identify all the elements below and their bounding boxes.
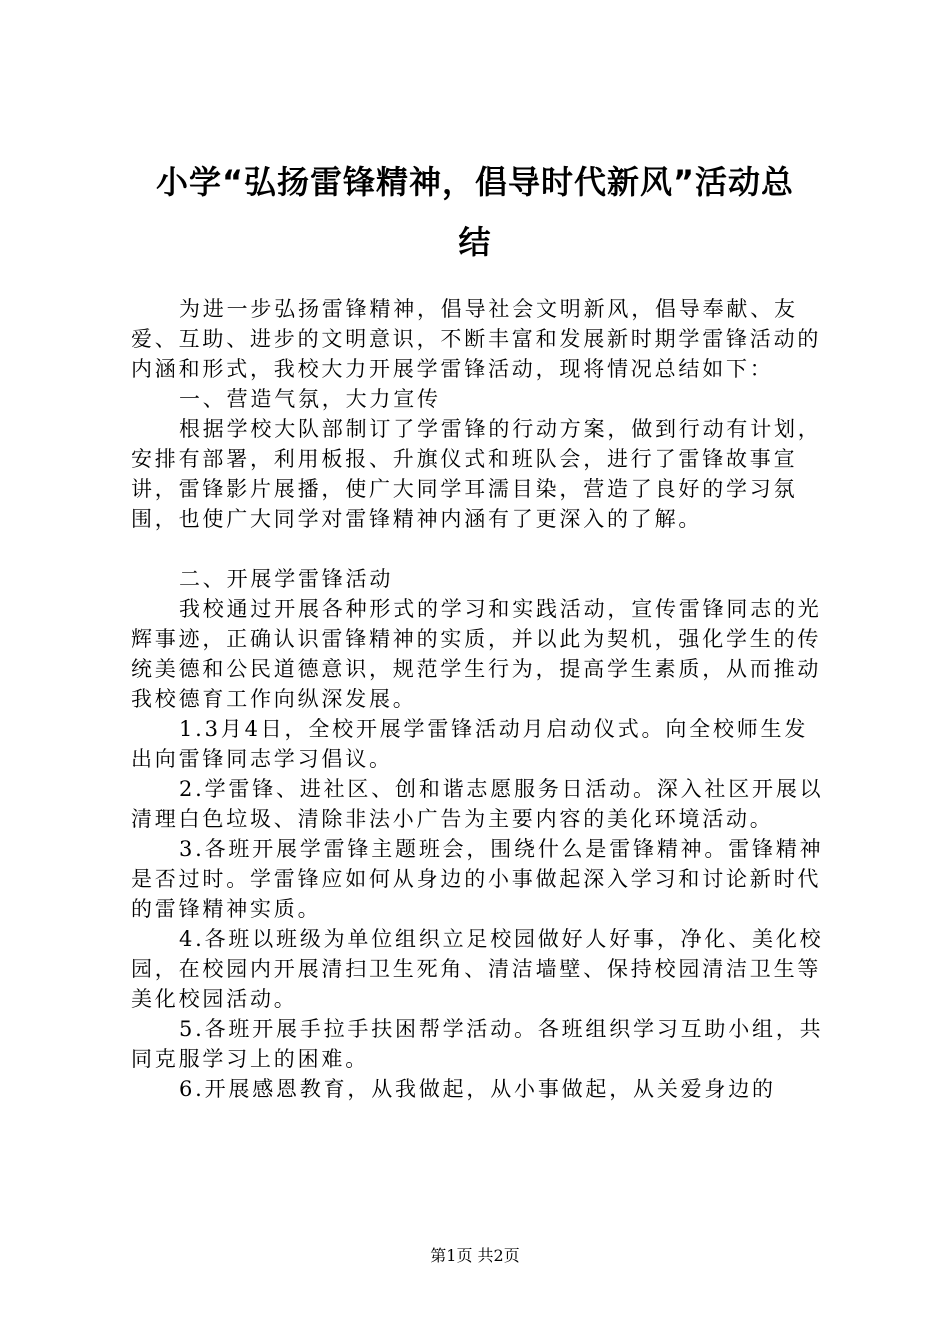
document-title-line-2: 结 [458, 223, 492, 261]
page-number-footer: 第1页 共2页 [430, 1246, 520, 1265]
list-item-3: 3.各班开展学雷锋主题班会，围绕什么是雷锋精神。雷锋精神是否过时。学雷锋应如何从身边的小事做起深入学习和讨论新时代的雷锋精神实质。 [131, 837, 824, 921]
intro-paragraph: 为进一步弘扬雷锋精神，倡导社会文明新风，倡导奉献、友爱、互助、进步的文明意识，不断丰富和发展新时期学雷锋活动的内涵和形式，我校大力开展学雷锋活动，现将情况总结如下： [131, 297, 822, 381]
document-body [131, 294, 831, 1104]
list-item-2: 2.学雷锋、进社区、创和谐志愿服务日活动。深入社区开展以清理白色垃圾、清除非法小广告为主要内容的美化环境活动。 [131, 777, 824, 831]
list-item-5: 5.各班开展手拉手扶困帮学活动。各班组织学习互助小组，共同克服学习上的困难。 [131, 1017, 824, 1071]
list-item-4: 4.各班以班级为单位组织立足校园做好人好事，净化、美化校园，在校园内开展清扫卫生死角、清洁墙壁、保持校园清洁卫生等美化校园活动。 [131, 927, 824, 1011]
section-1-paragraph: 根据学校大队部制订了学雷锋的行动方案，做到行动有计划，安排有部署，利用板报、升旗仪式和班队会，进行了雷锋故事宣讲，雷锋影片展播，使广大同学耳濡目染，营造了良好的学习氛围，也使广大同学对雷锋精神内涵有了更深入的了解。 [131, 417, 822, 531]
section-heading-2: 二、开展学雷锋活动 [179, 567, 394, 591]
section-heading-1: 一、营造气氛，大力宣传 [179, 387, 441, 411]
document-title-line-1: 小学“弘扬雷锋精神，倡导时代新风”活动总 [155, 163, 795, 201]
list-item-6: 6.开展感恩教育，从我做起，从小事做起，从关爱身边的 [179, 1077, 776, 1101]
section-2-paragraph: 我校通过开展各种形式的学习和实践活动，宣传雷锋同志的光辉事迹，正确认识雷锋精神的实质，并以此为契机，强化学生的传统美德和公民道德意识，规范学生行为，提高学生素质，从而推动我校德育工作向纵深发展。 [131, 597, 822, 711]
list-item-1: 1.3月4日，全校开展学雷锋活动月启动仪式。向全校师生发出向雷锋同志学习倡议。 [131, 717, 809, 771]
